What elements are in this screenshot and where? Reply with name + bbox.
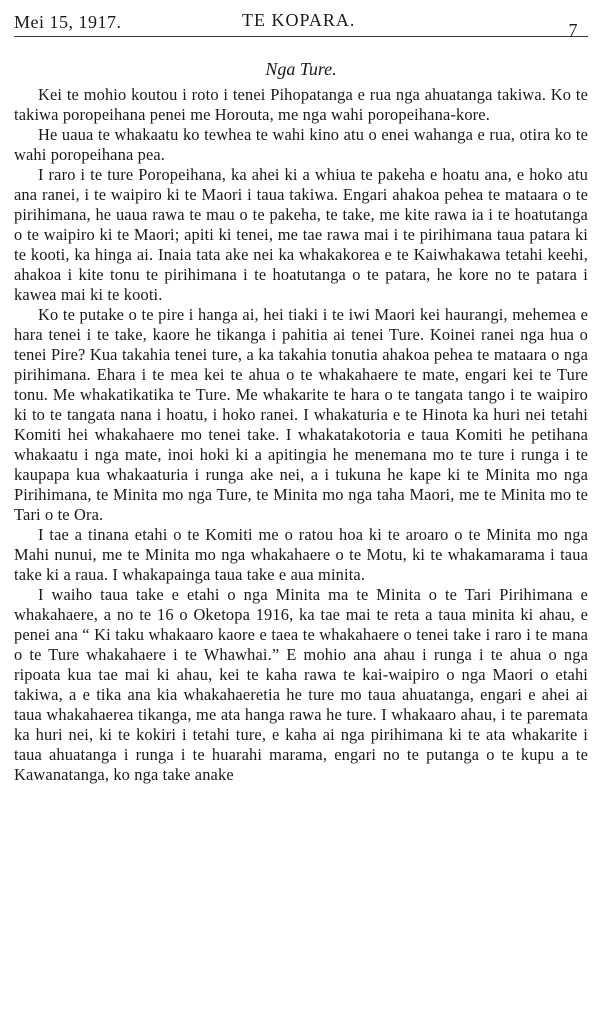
running-head (14, 0, 588, 40)
issue-date: Mei 15, 1917. (14, 12, 122, 32)
article-body (14, 85, 588, 785)
page-number: 7 (568, 20, 578, 40)
paragraph: I tae a tinana etahi o te Komiti me o ratou hoa ki te aroaro o te Minita mo nga Mahi nunui, me te Minita mo nga whakahaere o te Motu, ki te whakamarama i taua take ki a raua. I whakapainga taua take e aua minita. (14, 525, 588, 584)
paragraph: Ko te putake o te pire i hanga ai, hei tiaki i te iwi Maori kei haurangi, mehemea e hara tenei i te take, kaore he tikanga i pahitia ai tenei Ture. Koinei ranei nga hua o tenei Pire? Kua takahia tenei ture, a ka takahia tonutia ahakoa pehea te mataara o nga pirihimana. Ehara i te mea kei te ahua o te whakahaere te mate, engari kei te Ture tonu. Me whakatikatika te Ture. Me whakarite te hara o te tangata tango i te waipiro ki to te tangata nana i hoatu, i hoko ranei. I whakaturia e te Hinota ka huri nei tetahi Komiti hei whakahaere mo tenei take. I whakatakotoria e taua Komiti he petihana whakaatu i nga mate, inoi hoki ki a apitingia he menemana mo te ture i runga i te kaupapa kua whakaaturia i runga ake nei, a i tukuna he kape ki te Minita mo nga Pirihimana, te Minita mo nga Ture, te Minita mo nga taha Maori, me te Minita mo te Tari o te Ora. (14, 305, 588, 524)
paragraph: I raro i te ture Poropeihana, ka ahei ki a whiua te pakeha e hoatu ana, e hoko atu ana ranei, i te waipiro ki te Maori i taua takiwa. Engari ahakoa pehea te mataara o te pirihimana, he uaua rawa te mau o te pakeha, te take, me kite rawa ia i te hoatutanga o te waipiro ki te Maori; apiti ki tenei, me tae rawa mai i te pirihimana taua patara ki te kooti, ka hinga ai. Inaia tata ake nei ka whakakorea e te Kaiwhakawa tetahi keehi, ahakoa i kite tonu te pirihimana i te hoatutanga o te patara, he kore no te patara i kawea mai ki te kooti. (14, 165, 588, 304)
article-heading: Nga Ture. (265, 59, 337, 79)
header-rule (14, 36, 588, 37)
paragraph: He uaua te whakaatu ko tewhea te wahi kino atu o enei wahanga e rua, otira ko te wahi poropeihana pea. (14, 125, 588, 164)
paragraph: Kei te mohio koutou i roto i tenei Pihopatanga e rua nga ahuatanga takiwa. Ko te takiwa poropeihana penei me Horouta, me nga wahi poropeihana-kore. (14, 85, 588, 124)
publication-title: TE KOPARA. (242, 10, 356, 30)
paragraph: I waiho taua take e etahi o nga Minita ma te Minita o te Tari Pirihimana e whakahaere, a no te 16 o Oketopa 1916, ka tae mai te reta a taua minita ki ahau, e penei ana “ Ki taku whakaaro kaore e taea te whakahaere o tenei take i raro i te mana o te Ture whakahaere i te Whawhai.” E mohio ana ahau i runga i te ahua o nga ripoata kua tae mai ki ahau, kei te kaha rawa te kai-waipiro o nga Maori o etahi takiwa, a e tika ana kia whakahaeretia he ture mo taua ahuatanga, engari e ahei ai taua whakahaerea tikanga, me ata hanga rawa he ture. I whakaaro ahau, i te paremata ka huri nei, ki te kokiri i tetahi ture, e kaha ai nga pirihimana ki te ata whakarite i taua ahuatanga i runga i te huarahi marama, engari no te putanga o te kupu a te Kawanatanga, ko nga take anake (14, 585, 588, 784)
